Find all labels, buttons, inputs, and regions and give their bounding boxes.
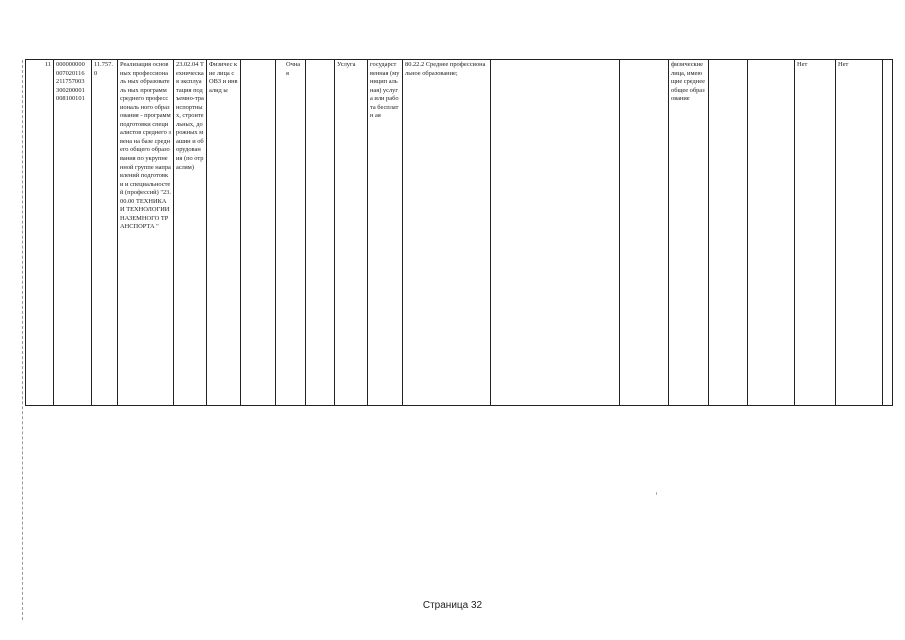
cell-service-name: Реализация основных профессиональ ных образователь ных программ среднего профессиональ ного образования - программ подготовки специалистов среднего звена на базе среднего общего образования по укрупненной группе направлений подготовки и специальносте й (профессий) "23.00.00 ТЕХНИКА И ТЕХНОЛОГИИ НАЗЕМНОГО ТРАНСПОРТА " <box>118 60 174 406</box>
left-margin-line <box>22 60 23 620</box>
cell-row-number: 11 <box>26 60 54 406</box>
cell-form: Очная <box>276 60 306 406</box>
scan-speck <box>656 492 657 495</box>
cell-empty <box>709 60 748 406</box>
page-footer <box>0 600 905 611</box>
cell-category: Физичес кие лица с ОВЗ и инвалид ы <box>207 60 241 406</box>
cell-type: Услуга <box>335 60 368 406</box>
table-row <box>26 60 893 406</box>
cell-specialty: 23.02.04 Техническая эксплуатация подъемно-транспортных, строительных, дорожных машин и оборудования (по отраслям) <box>174 60 207 406</box>
cell-free-service: государст венная (муницип альная) услуга или работа бесплатн ая <box>368 60 403 406</box>
cell-empty <box>306 60 335 406</box>
cell-empty <box>491 60 620 406</box>
cell-okved: 80.22.2 Среднее профессиональное образование; <box>403 60 491 406</box>
cell-flag: Нет <box>795 60 836 406</box>
cell-code: 11.757. 0 <box>92 60 118 406</box>
cell-consumers: физические лица, имеющие среднее общее образование <box>669 60 709 406</box>
cell-flag: Нет <box>836 60 883 406</box>
page-number-label: Страница 32 <box>422 600 483 611</box>
cell-empty <box>620 60 669 406</box>
cell-empty <box>883 60 893 406</box>
cell-empty <box>241 60 276 406</box>
services-table <box>25 59 893 406</box>
cell-registry-code: 000000000 007020116 211757003 300200001 008100101 <box>54 60 92 406</box>
cell-empty <box>748 60 795 406</box>
